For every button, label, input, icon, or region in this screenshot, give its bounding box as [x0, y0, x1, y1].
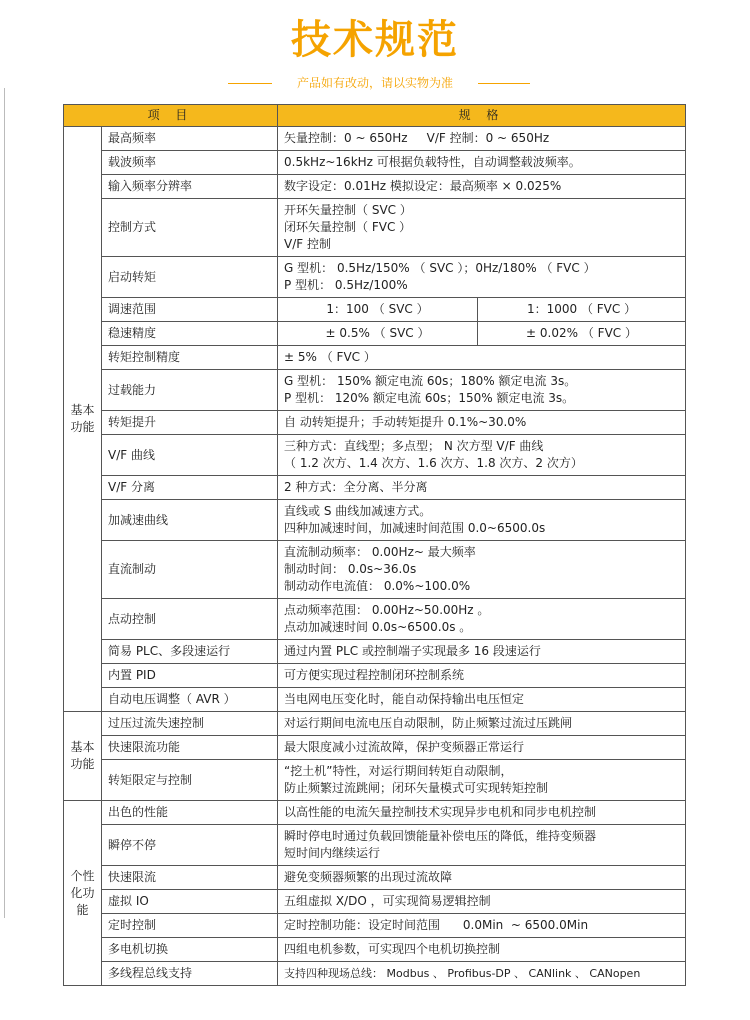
row-spec: 矢量控制：0 ~ 650Hz V/F 控制：0 ~ 650Hz [278, 127, 686, 151]
row-item: 载波频率 [102, 151, 278, 175]
spec-line: 短时间内继续运行 [284, 846, 381, 860]
table-header-row [64, 105, 686, 127]
table-row [64, 640, 686, 664]
category-label: 基本 功能 [70, 403, 95, 434]
row-item: 转矩提升 [102, 411, 278, 435]
header-spec: 规 格 [278, 105, 686, 127]
subtitle-rule-right [478, 83, 530, 84]
row-item: 加减速曲线 [102, 500, 278, 541]
row-item: 快速限流 [102, 866, 278, 890]
row-spec: 数字设定：0.01Hz 模拟设定：最高频率 × 0.025% [278, 175, 686, 199]
table-row [64, 370, 686, 411]
table-row [64, 599, 686, 640]
spec-line: G 型机： 150% 额定电流 60s；180% 额定电流 3s。 [284, 374, 577, 388]
row-item: 调速范围 [102, 298, 278, 322]
spec-line: 防止频繁过流跳闸；闭环矢量模式可实现转矩控制 [284, 781, 549, 795]
table-row [64, 127, 686, 151]
table-row [64, 801, 686, 825]
spec-line: 点动频率范围： 0.00Hz~50.00Hz 。 [284, 603, 490, 617]
spec-line: 四种加减速时间，加减速时间范围 0.0~6500.0s [284, 521, 546, 535]
spec-line: G 型机： 0.5Hz/150% （ SVC ）；0Hz/180% （ FVC ） [284, 261, 596, 275]
row-item: 简易 PLC、多段速运行 [102, 640, 278, 664]
row-item: 点动控制 [102, 599, 278, 640]
table-row [64, 825, 686, 866]
table-row [64, 199, 686, 257]
row-spec [278, 760, 686, 801]
category-label: 基本 功能 [70, 740, 95, 771]
row-item: 转矩控制精度 [102, 346, 278, 370]
row-spec: 可方便实现过程控制闭环控制系统 [278, 664, 686, 688]
spec-line: P 型机： 120% 额定电流 60s；150% 额定电流 3s。 [284, 391, 575, 405]
table-row [64, 411, 686, 435]
row-item: 直流制动 [102, 541, 278, 599]
table-row [64, 890, 686, 914]
row-spec [278, 199, 686, 257]
row-item: 出色的性能 [102, 801, 278, 825]
table-row [64, 257, 686, 298]
row-spec-svc: ± 0.5% （ SVC ） [278, 322, 478, 346]
row-spec: 当电网电压变化时，能自动保持输出电压恒定 [278, 688, 686, 712]
row-spec [278, 825, 686, 866]
row-item: 定时控制 [102, 914, 278, 938]
row-item: 自动电压调整（ AVR ） [102, 688, 278, 712]
row-spec: 支持四种现场总线： Modbus 、 Profibus-DP 、 CANlink 、 CANopen [278, 962, 686, 986]
row-spec: 定时控制功能：设定时间范围 0.0Min ~ 6500.0Min [278, 914, 686, 938]
row-spec: ± 5% （ FVC ） [278, 346, 686, 370]
category-custom [64, 801, 102, 986]
table-row [64, 866, 686, 890]
row-item: 内置 PID [102, 664, 278, 688]
row-spec [278, 435, 686, 476]
spec-line: 三种方式：直线型；多点型； N 次方型 V/F 曲线 [284, 439, 544, 453]
row-item: 最高频率 [102, 127, 278, 151]
spec-line: 制动动作电流值： 0.0%~100.0% [284, 579, 471, 593]
spec-line: 开环矢量控制（ SVC ） [284, 203, 412, 217]
table-row [64, 712, 686, 736]
row-item: 输入频率分辨率 [102, 175, 278, 199]
category-basic-2 [64, 712, 102, 801]
spec-table [63, 104, 686, 986]
spec-line: 闭环矢量控制（ FVC ） [284, 220, 412, 234]
row-spec: 以高性能的电流矢量控制技术实现异步电机和同步电机控制 [278, 801, 686, 825]
table-row [64, 435, 686, 476]
table-row [64, 500, 686, 541]
table-row [64, 760, 686, 801]
row-spec: 0.5kHz~16kHz 可根据负载特性，自动调整载波频率。 [278, 151, 686, 175]
table-row [64, 938, 686, 962]
left-margin-rule [4, 88, 5, 918]
row-spec: 对运行期间电流电压自动限制，防止频繁过流过压跳闸 [278, 712, 686, 736]
row-spec: 通过内置 PLC 或控制端子实现最多 16 段速运行 [278, 640, 686, 664]
row-item: 过载能力 [102, 370, 278, 411]
row-spec: 四组电机参数，可实现四个电机切换控制 [278, 938, 686, 962]
row-spec: 自 动转矩提升；手动转矩提升 0.1%~30.0% [278, 411, 686, 435]
spec-line: P 型机： 0.5Hz/100% [284, 278, 408, 292]
spec-line: V/F 控制 [284, 237, 331, 251]
row-spec [278, 541, 686, 599]
header-item: 项 目 [64, 105, 278, 127]
row-spec: 避免变频器频繁的出现过流故障 [278, 866, 686, 890]
table-row [64, 914, 686, 938]
spec-line: 瞬时停电时通过负载回馈能量补偿电压的降低，维持变频器 [284, 829, 597, 843]
table-row [64, 175, 686, 199]
spec-line: “挖土机”特性，对运行期间转矩自动限制， [284, 764, 513, 778]
table-row [64, 151, 686, 175]
page-title: 技术规范 [291, 17, 459, 63]
row-item: 快速限流功能 [102, 736, 278, 760]
table-row [64, 664, 686, 688]
table-row [64, 688, 686, 712]
row-item: 转矩限定与控制 [102, 760, 278, 801]
row-item: 过压过流失速控制 [102, 712, 278, 736]
table-row [64, 298, 686, 322]
row-item: V/F 曲线 [102, 435, 278, 476]
table-row [64, 346, 686, 370]
row-spec [278, 500, 686, 541]
row-spec [278, 257, 686, 298]
subtitle: 产品如有改动，请以实物为准 [296, 76, 453, 90]
row-spec-fvc: 1：1000 （ FVC ） [478, 298, 686, 322]
spec-line: 直线或 S 曲线加减速方式。 [284, 504, 432, 518]
table-row [64, 736, 686, 760]
table-row [64, 962, 686, 986]
table-row [64, 541, 686, 599]
category-label: 个性 化功 能 [70, 868, 95, 917]
row-spec [278, 599, 686, 640]
table-row [64, 322, 686, 346]
row-item: 多线程总线支持 [102, 962, 278, 986]
spec-line: （ 1.2 次方、1.4 次方、1.6 次方、1.8 次方、2 次方） [284, 456, 583, 470]
category-basic [64, 127, 102, 712]
row-item: 控制方式 [102, 199, 278, 257]
row-spec [278, 370, 686, 411]
row-spec: 最大限度减小过流故障，保护变频器正常运行 [278, 736, 686, 760]
row-item: 多电机切换 [102, 938, 278, 962]
row-spec-fvc: ± 0.02% （ FVC ） [478, 322, 686, 346]
table-row [64, 476, 686, 500]
row-spec: 2 种方式：全分离、半分离 [278, 476, 686, 500]
row-item: 启动转矩 [102, 257, 278, 298]
spec-line: 直流制动频率： 0.00Hz~ 最大频率 [284, 545, 476, 559]
spec-line: 制动时间： 0.0s~36.0s [284, 562, 417, 576]
row-item: 瞬停不停 [102, 825, 278, 866]
row-spec: 五组虚拟 X/DO ，可实现简易逻辑控制 [278, 890, 686, 914]
row-item: 虚拟 IO [102, 890, 278, 914]
row-spec-svc: 1：100 （ SVC ） [278, 298, 478, 322]
spec-line: 点动加减速时间 0.0s~6500.0s 。 [284, 620, 472, 634]
row-item: 稳速精度 [102, 322, 278, 346]
row-item: V/F 分离 [102, 476, 278, 500]
